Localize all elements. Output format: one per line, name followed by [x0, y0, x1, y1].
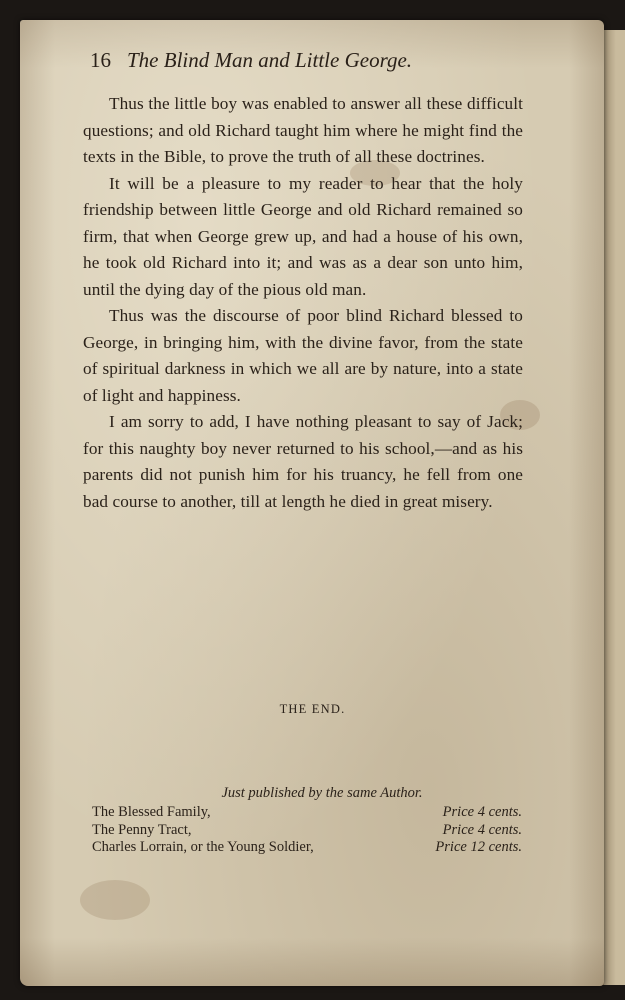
book-price: Price 4 cents.	[442, 804, 522, 820]
running-title: The Blind Man and Little George.	[127, 48, 413, 72]
the-end-label: THE END.	[279, 702, 346, 716]
book-title: The Penny Tract,	[92, 821, 192, 838]
paragraph: It will be a pleasure to my reader to hear that the holy friendship between little George and old Richard remained so firm, that when George grew up, and had a house of his own, he took old Richard into it; and was as a dear son unto him, until the dying day of the pious old man.	[83, 173, 523, 299]
paragraph: Thus the little boy was enabled to answer all these difficult questions; and old Richard taught him where he might find the texts in the Bible, to prove the truth of all these doctrines.	[83, 94, 523, 166]
publisher-advertisement	[92, 785, 522, 857]
body-text	[83, 91, 523, 515]
paper-stain	[80, 880, 150, 920]
book-list-item	[92, 804, 522, 822]
book-title: Charles Lorrain, or the Young Soldier,	[92, 839, 314, 855]
adjacent-page-edge	[603, 30, 625, 985]
book-list-item	[92, 822, 522, 840]
paragraph: Thus was the discourse of poor blind Richard blessed to George, in bringing him, with the divine favor, from the state of spiritual darkness in which we all are by nature, into a state of light and happiness.	[83, 306, 523, 405]
book-price: Price 4 cents.	[442, 821, 522, 838]
paragraph: I am sorry to add, I have nothing pleasant to say of Jack; for this naughty boy never returned to his school,—and as his parents did not punish him for his truancy, he fell from one bad course to another, till at length he died in great misery.	[83, 412, 523, 511]
page-header	[90, 48, 412, 73]
page-number: 16	[90, 48, 111, 72]
book-price: Price 12 cents.	[435, 839, 522, 855]
publisher-heading: Just published by the same Author.	[221, 785, 423, 801]
book-title: The Blessed Family,	[92, 804, 211, 820]
book-list-item	[92, 839, 522, 857]
